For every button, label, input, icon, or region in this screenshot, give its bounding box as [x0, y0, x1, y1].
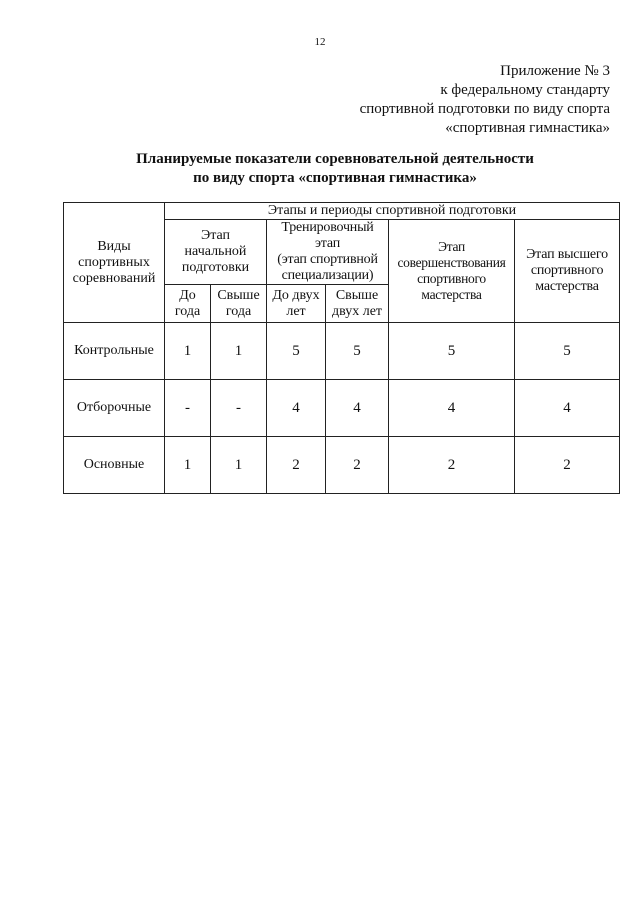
table-row [64, 437, 620, 494]
table-cell: 2 [267, 437, 326, 494]
table-row [64, 380, 620, 437]
appendix-title: Приложение № 3 [500, 63, 610, 79]
table-cell: 1 [165, 437, 211, 494]
subheader-training-under-line-1: До двух [272, 287, 320, 303]
row-label-qualifying: Отборочные [64, 380, 165, 437]
table-cell: 4 [515, 380, 620, 437]
row-header-line-2: спортивных [78, 254, 150, 270]
stage-training-line-2: этап [314, 236, 341, 251]
stage-highest-line-3: мастерства [535, 279, 599, 294]
appendix-sport-name: «спортивная гимнастика» [445, 120, 610, 136]
subheader-training-over [326, 285, 389, 323]
table-cell: 2 [326, 437, 389, 494]
stage-improvement-line-2: совершенствования [397, 255, 506, 270]
table-cell: 4 [267, 380, 326, 437]
appendix-standard-ref: к федеральному стандарту [440, 82, 610, 98]
table-cell: 4 [389, 380, 515, 437]
stage-initial-line-2: начальной [184, 244, 247, 259]
stage-training-header [267, 220, 389, 285]
appendix-sport-ref: спортивной подготовки по виду спорта [359, 101, 610, 117]
stage-training-line-1: Тренировочный [281, 220, 374, 235]
subheader-training-over-line-2: двух лет [331, 303, 383, 319]
subheader-training-over-line-1: Свыше [335, 287, 379, 303]
row-header-cell [64, 203, 165, 323]
row-label-control: Контрольные [64, 323, 165, 380]
stage-initial-line-3: подготовки [181, 260, 250, 275]
document-title-line-2: по виду спорта «спортивная гимнастика» [193, 170, 477, 186]
stage-highest-line-2: спортивного [530, 263, 604, 278]
stage-highest-header [515, 220, 620, 323]
stage-improvement-line-4: мастерства [421, 287, 482, 302]
stage-improvement-line-1: Этап [438, 239, 465, 254]
table-cell: 4 [326, 380, 389, 437]
table-cell: 2 [515, 437, 620, 494]
stage-initial-line-1: Этап [200, 228, 231, 243]
subheader-initial-under [165, 285, 211, 323]
stage-improvement-line-3: спортивного [417, 271, 486, 286]
subheader-initial-over-line-1: Свыше [217, 287, 260, 303]
stage-training-line-4: специализации) [281, 268, 374, 283]
row-header-line-1: Виды [97, 238, 131, 254]
table-cell: 1 [165, 323, 211, 380]
subheader-training-under [267, 285, 326, 323]
stage-highest-line-1: Этап высшего [526, 247, 608, 262]
subheader-initial-over-line-2: года [225, 303, 252, 319]
stage-training-line-3: (этап спортивной [277, 252, 378, 267]
document-title-line-1: Планируемые показатели соревновательной деятельности [136, 151, 534, 167]
group-header: Этапы и периоды спортивной подготовки [165, 203, 620, 220]
stage-initial-header [165, 220, 267, 285]
subheader-initial-over [211, 285, 267, 323]
table-cell: 5 [267, 323, 326, 380]
row-header-line-3: соревнований [72, 270, 156, 286]
table-cell: 1 [211, 437, 267, 494]
subheader-training-under-line-2: лет [286, 303, 306, 319]
indicators-table [63, 202, 620, 494]
table-row [64, 323, 620, 380]
appendix-block [360, 62, 610, 138]
document-title [0, 150, 640, 188]
stage-improvement-header [389, 220, 515, 323]
table-cell: 2 [389, 437, 515, 494]
subheader-initial-under-line-1: До [179, 287, 196, 303]
table-cell: 5 [326, 323, 389, 380]
table-cell: 1 [211, 323, 267, 380]
page-number: 12 [314, 36, 326, 48]
table-cell: 5 [515, 323, 620, 380]
table-cell: - [165, 380, 211, 437]
table-cell: 5 [389, 323, 515, 380]
table-cell: - [211, 380, 267, 437]
subheader-initial-under-line-2: года [174, 303, 201, 319]
row-label-main: Основные [64, 437, 165, 494]
